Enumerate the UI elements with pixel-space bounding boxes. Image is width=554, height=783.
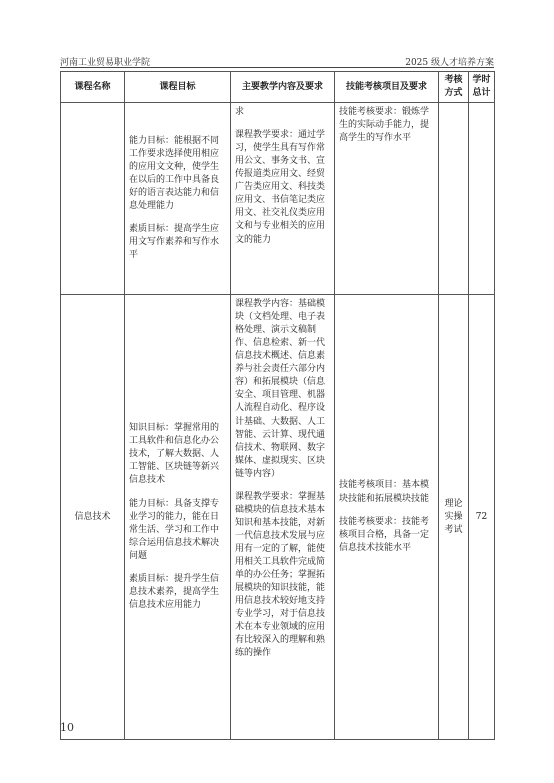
course-table <box>60 71 495 740</box>
header-document-title: 2025 级人才培养方案 <box>405 58 494 68</box>
goal-paragraph: 素质目标：提高学生应用文写作素养和写作水平 <box>129 224 220 261</box>
col-header-total-hours: 学时 总计 <box>469 72 495 103</box>
col-header-course-goals: 课程目标 <box>125 72 231 103</box>
goal-paragraph: 能力目标：能根据不同工作要求选择使用相应的应用文文种，使学生在以后的工作中具备良好的语言表达能力和信息处理能力 <box>129 135 220 212</box>
table-row <box>61 295 495 740</box>
col-header-assessment-method: 考核 方式 <box>439 72 469 103</box>
skill-paragraph: 技能考核要求：锻炼学生的实际动手能力，提高学生的写作水平 <box>339 107 430 144</box>
skill-paragraph: 技能考核项目：基本模块技能和拓展模块技能 <box>339 480 430 504</box>
page-number: 10 <box>60 721 74 734</box>
content-paragraph: 课程教学要求：掌握基础模块的信息技术基本知识和基本技能，对新一代信息技术发展与应用有一定的了解，能使用相关工具软件完成简单的办公任务；掌握拓展模块的知识技能，能用信息技术较好地支持专业学习，对于信息技术在本专业领域的应用有比较深入的理解和熟练的操作 <box>235 491 326 659</box>
goal-paragraph: 能力目标：具备支撑专业学习的能力，能在日常生活、学习和工作中综合运用信息技术解决问题 <box>129 498 220 561</box>
table-header-row <box>61 72 495 103</box>
cell-teaching-content <box>231 295 335 740</box>
header-divider <box>60 67 494 68</box>
content-paragraph: 课程教学要求：通过学习，使学生具有写作常用公文、事务文书、宣传报道类应用文、经贸广告类应用文、科技类应用文、书信笔记类应用文、社交礼仪类应用文和与专业相关的应用文的能力 <box>235 130 326 245</box>
content-paragraph: 课程教学内容：基础模块（文档处理、电子表格处理、演示文稿制作、信息检索、新一代信息技术概述、信息素养与社会责任六部分内容）和拓展模块（信息安全、项目管理、机器人流程自动化、程序设计基础、大数据、人工智能、云计算、现代通信技术、物联网、数字媒体、虚拟现实、区块链等内容） <box>235 299 326 479</box>
cell-skill-assessment <box>335 103 439 295</box>
col-header-course-name: 课程名称 <box>61 72 125 103</box>
cell-assessment-method <box>439 103 469 295</box>
cell-skill-assessment <box>335 295 439 740</box>
content-paragraph: 求 <box>235 107 245 118</box>
col-header-teaching-content: 主要教学内容及要求 <box>231 72 335 103</box>
cell-total-hours: 72 <box>469 295 495 740</box>
cell-course-name <box>61 103 125 295</box>
goal-paragraph: 素质目标：提升学生信息技术素养，提高学生信息技术应用能力 <box>129 573 220 610</box>
table-row <box>61 103 495 295</box>
cell-course-goals <box>125 103 231 295</box>
cell-course-goals <box>125 295 231 740</box>
cell-assessment-method: 理论实操考试 <box>439 295 469 740</box>
header-institution: 河南工业贸易职业学院 <box>60 58 151 68</box>
cell-teaching-content <box>231 103 335 295</box>
cell-total-hours <box>469 103 495 295</box>
goal-paragraph: 知识目标：掌握常用的工具软件和信息化办公技术，了解大数据、人工智能、区块链等新兴信息技术 <box>129 423 220 486</box>
skill-paragraph: 技能考核要求：技能考核项目合格，具备一定信息技术技能水平 <box>339 516 430 553</box>
cell-course-name: 信息技术 <box>61 295 125 740</box>
col-header-skill-assessment: 技能考核项目及要求 <box>335 72 439 103</box>
